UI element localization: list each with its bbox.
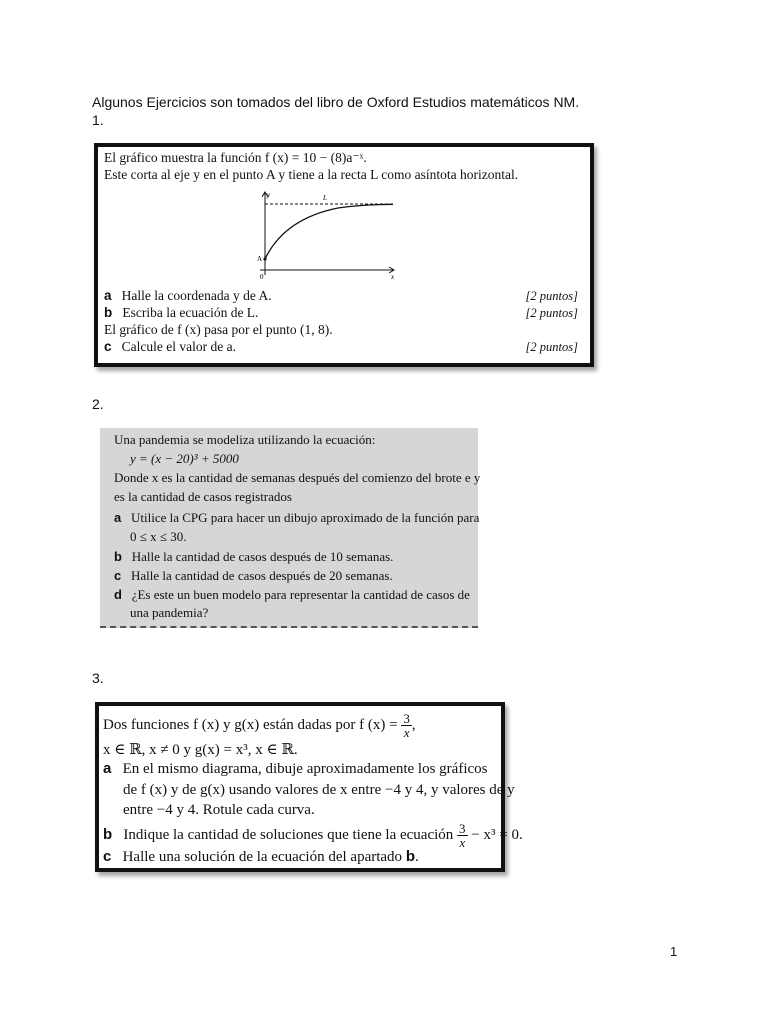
ex2-part-a — [114, 510, 479, 526]
intro-text: Algunos Ejercicios son tomados del libro de Oxford Estudios matemáticos NM. — [92, 94, 580, 110]
ex1-mid-text: El gráfico de f (x) pasa por el punto (1, 8). — [104, 322, 333, 337]
ex3-line1-text: Dos funciones f (x) y g(x) están dadas por f (x) = — [103, 716, 398, 733]
ex1-part-c — [104, 339, 236, 355]
ex2-line1: Una pandemia se modeliza utilizando la ecuación: — [114, 432, 376, 447]
ex2-equation: y = (x − 20)³ + 5000 — [130, 451, 239, 466]
ex1-part-b — [104, 305, 258, 321]
ex1-part-b-points: [2 puntos] — [525, 306, 578, 320]
ex2-part-b-text: Halle la cantidad de casos después de 10 semanas. — [131, 549, 394, 564]
ex1-part-b-label: b — [104, 305, 113, 320]
ex3-part-a — [103, 760, 488, 778]
ex2-line4: es la cantidad de casos registrados — [114, 489, 292, 504]
ex3-part-a-text3: entre −4 y 4. Rotule cada curva. — [123, 802, 315, 818]
ex2-part-b-label: b — [114, 549, 122, 564]
graph-curve — [265, 204, 393, 259]
ex3-fraction-denominator: x — [403, 725, 410, 740]
ex1-part-a-points: [2 puntos] — [525, 289, 578, 303]
ex1-function-graph — [248, 187, 398, 282]
ex2-part-d-label: d — [114, 587, 122, 602]
ex2-part-d — [114, 587, 470, 603]
ex3-fraction-b-numerator: 3 — [459, 821, 466, 836]
ex3-part-c-text: Halle una solución de la ecuación del apartado — [122, 849, 403, 865]
graph-point-label: A — [257, 255, 263, 263]
ex3-fraction-b-denominator: x — [459, 835, 466, 850]
ex1-part-a-label: a — [104, 288, 112, 303]
exercise-3-number: 3. — [92, 670, 104, 686]
graph-point-a-marker — [263, 257, 266, 260]
ex3-line2: x ∈ ℝ, x ≠ 0 y g(x) = x³, x ∈ ℝ. — [103, 742, 298, 758]
ex3-part-b-label: b — [103, 825, 113, 843]
ex2-part-d-text1: ¿Es este un buen modelo para representar la cantidad de casos de — [131, 587, 470, 602]
ex3-line1 — [103, 712, 416, 739]
ex3-part-c-end: . — [414, 849, 419, 865]
page-number: 1 — [670, 944, 678, 959]
exercise-1-number: 1. — [92, 112, 104, 128]
ex3-fraction-b — [457, 822, 468, 849]
graph-x-label: x — [391, 273, 395, 281]
ex3-part-a-text2: de f (x) y de g(x) usando valores de x entre −4 y 4, y valores de y — [123, 782, 515, 798]
ex1-part-c-label: c — [104, 339, 112, 354]
ex1-statement-line2: Este corta al eje y en el punto A y tiene a la recta L como asíntota horizontal. — [104, 167, 519, 182]
ex2-line3: Donde x es la cantidad de semanas después del comienzo del brote e y — [114, 470, 481, 485]
graph-asymptote-label: L — [323, 194, 327, 202]
exercise-2-number: 2. — [92, 396, 104, 412]
ex2-part-d-text2: una pandemia? — [130, 605, 209, 620]
ex1-part-c-points: [2 puntos] — [525, 340, 578, 354]
ex3-part-a-text1: En el mismo diagrama, dibuje aproximadamente los gráficos — [122, 761, 488, 777]
ex1-part-c-text: Calcule el valor de a. — [121, 339, 236, 354]
exercise-3-box — [95, 702, 523, 872]
ex2-part-c — [114, 568, 393, 584]
ex3-part-c-ref: b — [405, 848, 415, 865]
exercise-1-box — [94, 143, 594, 367]
ex3-part-c-label: c — [103, 848, 112, 865]
ex3-part-b — [103, 822, 523, 849]
graph-y-label: y — [267, 191, 271, 199]
ex3-part-b-text2: − x³ = 0. — [471, 826, 523, 843]
ex1-statement-line1: El gráfico muestra la función f (x) = 10 − (8)a⁻ˣ. — [104, 150, 367, 165]
ex1-part-a-text: Halle la coordenada y de A. — [121, 288, 272, 303]
ex2-part-c-label: c — [114, 568, 122, 583]
ex3-part-a-label: a — [103, 760, 112, 777]
ex2-part-b — [114, 549, 393, 565]
exercise-2-box — [100, 428, 481, 628]
ex1-part-b-text: Escriba la ecuación de L. — [122, 305, 259, 320]
ex2-part-a-label: a — [114, 510, 122, 525]
ex3-part-b-text1: Indique la cantidad de soluciones que tiene la ecuación — [123, 826, 454, 843]
ex2-part-a-text2: 0 ≤ x ≤ 30. — [130, 529, 187, 544]
ex1-part-a — [104, 288, 272, 304]
ex2-part-a-text1: Utilice la CPG para hacer un dibujo aproximado de la función para — [130, 510, 480, 525]
ex3-fraction-3-over-x — [401, 712, 412, 739]
ex2-part-c-text: Halle la cantidad de casos después de 20 semanas. — [130, 568, 393, 583]
ex3-fraction-numerator: 3 — [403, 711, 410, 726]
graph-origin-label: 0 — [260, 273, 264, 281]
ex3-part-c — [103, 848, 419, 866]
ex3-line1-end: , — [411, 716, 416, 733]
